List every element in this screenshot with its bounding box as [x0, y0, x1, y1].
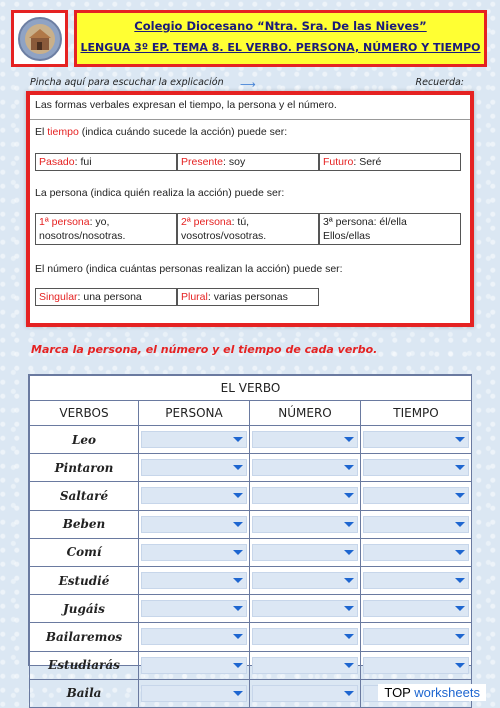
table-row: [30, 595, 472, 623]
tiempo-dropdown[interactable]: [363, 459, 469, 476]
tiempo-cell: [361, 538, 472, 566]
table-row: [30, 482, 472, 510]
tiempo-dropdown[interactable]: [363, 657, 469, 674]
persona-dropdown[interactable]: [141, 544, 247, 561]
school-name: Colegio Diocesano “Ntra. Sra. De las Nieves”: [134, 19, 427, 33]
tiempo-dropdown[interactable]: [363, 431, 469, 448]
worksheet-title: LENGUA 3º EP. TEMA 8. EL VERBO. PERSONA, NÚMERO Y TIEMPO: [80, 41, 481, 54]
intro-text: Las formas verbales expresan el tiempo, la persona y el número.: [35, 99, 337, 111]
table-row: [30, 454, 472, 482]
header-tiempo: TIEMPO: [361, 401, 472, 426]
verb-label: Baila: [30, 679, 139, 707]
numero-cell: [250, 595, 361, 623]
table-row: [30, 566, 472, 594]
table-row: [30, 426, 472, 454]
tiempo-dropdown[interactable]: [363, 544, 469, 561]
recuerda-label: Recuerda:: [415, 77, 464, 88]
numero-dropdown[interactable]: [252, 600, 358, 617]
instruction-text: Marca la persona, el número y el tiempo de cada verbo.: [31, 343, 378, 356]
verb-label: Estudiarás: [30, 651, 139, 679]
tiempo-cell: [361, 454, 472, 482]
caret-down-icon: [455, 493, 465, 498]
caret-down-icon: [233, 606, 243, 611]
numero-cell: [250, 623, 361, 651]
persona-cell: [139, 566, 250, 594]
persona-cell: [139, 679, 250, 707]
header-persona: PERSONA: [139, 401, 250, 426]
header-numero: NÚMERO: [250, 401, 361, 426]
numero-dropdown[interactable]: [252, 657, 358, 674]
tiempo-line: El tiempo (indica cuándo sucede la acción) puede ser:: [35, 126, 288, 138]
table-row: [30, 651, 472, 679]
caret-down-icon: [344, 691, 354, 696]
tiempo-dropdown[interactable]: [363, 600, 469, 617]
numero-cell: [250, 566, 361, 594]
school-logo: [11, 10, 68, 67]
numero-dropdown[interactable]: [252, 544, 358, 561]
tiempo-cell: [361, 566, 472, 594]
cell-presente: Presente: soy: [177, 153, 319, 171]
caret-down-icon: [233, 437, 243, 442]
recuerda-summary-box: [26, 91, 474, 327]
numero-cell: [250, 679, 361, 707]
numero-cell: [250, 651, 361, 679]
caret-down-icon: [344, 465, 354, 470]
persona-dropdown[interactable]: [141, 685, 247, 702]
persona-cell: [139, 482, 250, 510]
cell-singular: Singular: una persona: [35, 288, 177, 306]
persona-cell: [139, 454, 250, 482]
caret-down-icon: [455, 663, 465, 668]
caret-down-icon: [233, 493, 243, 498]
persona-dropdown[interactable]: [141, 516, 247, 533]
tiempo-cell: [361, 426, 472, 454]
caret-down-icon: [344, 437, 354, 442]
caret-down-icon: [344, 550, 354, 555]
persona-cell: [139, 426, 250, 454]
verb-label: Estudié: [30, 566, 139, 594]
caret-down-icon: [233, 634, 243, 639]
caret-down-icon: [455, 578, 465, 583]
persona-dropdown[interactable]: [141, 431, 247, 448]
cell-pasado: Pasado: fui: [35, 153, 177, 171]
numero-dropdown[interactable]: [252, 516, 358, 533]
caret-down-icon: [233, 522, 243, 527]
verb-label: Pintaron: [30, 454, 139, 482]
cell-segunda-persona: 2ª persona: tú, vosotros/vosotras.: [177, 213, 319, 245]
persona-line: La persona (indica quién realiza la acción) puede ser:: [35, 187, 285, 199]
verb-label: Comí: [30, 538, 139, 566]
persona-cell: [139, 595, 250, 623]
numero-dropdown[interactable]: [252, 459, 358, 476]
caret-down-icon: [344, 522, 354, 527]
numero-cell: [250, 510, 361, 538]
caret-down-icon: [233, 550, 243, 555]
persona-cell: [139, 538, 250, 566]
listen-explanation-link[interactable]: Pincha aquí para escuchar la explicación: [30, 77, 224, 88]
tiempo-cell: [361, 510, 472, 538]
caret-down-icon: [233, 465, 243, 470]
numero-cell: [250, 482, 361, 510]
cell-plural: Plural: varias personas: [177, 288, 319, 306]
caret-down-icon: [233, 663, 243, 668]
numero-dropdown[interactable]: [252, 487, 358, 504]
table-row: [30, 623, 472, 651]
persona-dropdown[interactable]: [141, 487, 247, 504]
caret-down-icon: [455, 634, 465, 639]
verb-label: Beben: [30, 510, 139, 538]
numero-cells: [35, 288, 319, 306]
numero-dropdown[interactable]: [252, 572, 358, 589]
persona-dropdown[interactable]: [141, 600, 247, 617]
listen-row: [30, 77, 470, 91]
table-title: EL VERBO: [30, 376, 472, 401]
tiempo-cell: [361, 623, 472, 651]
tiempo-dropdown[interactable]: [363, 628, 469, 645]
tiempo-dropdown[interactable]: [363, 572, 469, 589]
caret-down-icon: [344, 663, 354, 668]
caret-down-icon: [455, 465, 465, 470]
verb-label: Saltaré: [30, 482, 139, 510]
persona-cell: [139, 623, 250, 651]
cell-primera-persona: 1ª persona: yo, nosotros/nosotras.: [35, 213, 177, 245]
caret-down-icon: [344, 634, 354, 639]
header-verbos: VERBOS: [30, 401, 139, 426]
tiempo-cell: [361, 482, 472, 510]
tiempo-cell: [361, 651, 472, 679]
numero-cell: [250, 454, 361, 482]
numero-dropdown[interactable]: [252, 685, 358, 702]
numero-line: El número (indica cuántas personas realizan la acción) puede ser:: [35, 263, 343, 275]
caret-down-icon: [455, 606, 465, 611]
tiempo-dropdown[interactable]: [363, 487, 469, 504]
caret-down-icon: [455, 522, 465, 527]
numero-cell: [250, 426, 361, 454]
persona-cell: [139, 510, 250, 538]
cell-tercera-persona: 3ª persona: él/ella Ellos/ellas: [319, 213, 461, 245]
school-crest-icon: [17, 16, 63, 62]
header-banner: [74, 10, 487, 67]
verb-label: Leo: [30, 426, 139, 454]
cell-futuro: Futuro: Seré: [319, 153, 461, 171]
numero-cell: [250, 538, 361, 566]
table-row: [30, 510, 472, 538]
numero-dropdown[interactable]: [252, 431, 358, 448]
tiempo-cells: [35, 153, 461, 171]
numero-dropdown[interactable]: [252, 628, 358, 645]
caret-down-icon: [455, 437, 465, 442]
verb-label: Jugáis: [30, 595, 139, 623]
caret-down-icon: [455, 550, 465, 555]
persona-dropdown[interactable]: [141, 572, 247, 589]
caret-down-icon: [344, 606, 354, 611]
persona-dropdown[interactable]: [141, 657, 247, 674]
divider: [30, 119, 470, 120]
tiempo-dropdown[interactable]: [363, 516, 469, 533]
table-row: [30, 538, 472, 566]
caret-down-icon: [344, 578, 354, 583]
persona-cells: [35, 213, 461, 245]
persona-dropdown[interactable]: [141, 628, 247, 645]
caret-down-icon: [233, 578, 243, 583]
caret-down-icon: [344, 493, 354, 498]
arrow-right-icon: ⟶: [240, 78, 256, 91]
persona-cell: [139, 651, 250, 679]
caret-down-icon: [233, 691, 243, 696]
topworksheets-brand: TOP worksheets: [378, 684, 486, 701]
verb-label: Bailaremos: [30, 623, 139, 651]
persona-dropdown[interactable]: [141, 459, 247, 476]
tiempo-cell: [361, 595, 472, 623]
